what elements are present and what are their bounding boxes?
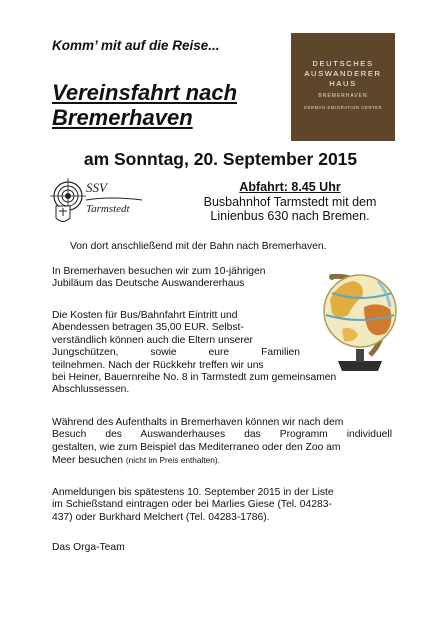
kicker-text: Komm’ mit auf die Reise... bbox=[52, 38, 220, 53]
title-line-2: Bremerhaven bbox=[52, 105, 193, 130]
stay-line-2: Besuch des Auswanderhauses das Programm individuell bbox=[52, 429, 392, 441]
page-title bbox=[52, 80, 282, 130]
costs-line-4: Jungschützen, sowie eure Familien bbox=[52, 347, 300, 359]
departure-line-1: Busbahnhof Tarmstedt mit dem bbox=[203, 194, 377, 209]
stay-line-4: Meer besuchen bbox=[52, 455, 123, 467]
auswandererhaus-logo bbox=[291, 33, 395, 141]
costs-line-3: verständlich können auch die Eltern unserer bbox=[52, 334, 253, 346]
registration-line-3: 437) oder Burkhard Melchert (Tel. 04283-1786). bbox=[52, 511, 270, 523]
price-note: (nicht im Preis enthalten). bbox=[125, 455, 220, 466]
event-date: am Sonntag, 20. September 2015 bbox=[83, 149, 358, 169]
registration-line-1: Anmeldungen bis spätestens 10. September 2015 in der Liste bbox=[52, 487, 334, 498]
stay-line-3: gestalten, wie zum Beispiel das Mediterraneo oder den Zoo am bbox=[52, 441, 341, 453]
signoff: Das Orga-Team bbox=[52, 542, 125, 553]
logo-line-1: DEUTSCHES bbox=[312, 59, 374, 68]
crest-icon bbox=[56, 206, 70, 222]
train-text: Von dort anschließend mit der Bahn nach Bremerhaven. bbox=[70, 241, 327, 252]
logo-line-4: BREMERHAVEN bbox=[318, 93, 368, 99]
ssv-club-logo bbox=[50, 178, 162, 228]
registration-line-2: im Schießstand eintragen oder bei Marlies Giese (Tel. 04283- bbox=[52, 499, 332, 511]
costs-line-7: Abschlussessen. bbox=[52, 384, 130, 396]
logo-line-3: HAUS bbox=[329, 79, 357, 88]
departure-line-2: Linienbus 630 nach Bremen. bbox=[210, 209, 370, 223]
visit-paragraph bbox=[52, 266, 302, 291]
costs-line-2: Abendessen betragen 35,00 EUR. Selbst- bbox=[52, 322, 244, 334]
club-place: Tarmstedt bbox=[86, 203, 130, 215]
costs-line-6: bei Heiner, Bauernreihe No. 8 in Tarmstedt zum gemeinsamen bbox=[52, 372, 337, 384]
registration-paragraph bbox=[52, 487, 392, 524]
visit-line-2: Jubiläum das Deutsche Auswandererhaus bbox=[52, 278, 245, 290]
logo-line-5: GERMAN EMIGRATION CENTER bbox=[303, 105, 383, 110]
costs-line-1: Die Kosten für Bus/Bahnfahrt Eintritt und bbox=[52, 310, 238, 321]
departure-heading: Abfahrt: 8.45 Uhr bbox=[239, 180, 341, 194]
globe-icon bbox=[308, 263, 412, 377]
visit-line-1: In Bremerhaven besuchen wir zum 10-jährigen bbox=[52, 266, 266, 277]
stay-paragraph bbox=[52, 417, 392, 468]
costs-line-5: teilnehmen. Nach der Rückkehr treffen wir uns bbox=[52, 359, 264, 371]
club-abbr: SSV bbox=[86, 180, 107, 195]
title-line-1: Vereinsfahrt nach bbox=[52, 80, 238, 105]
stay-line-1: Während des Aufenthalts in Bremerhaven können wir nach dem bbox=[52, 417, 344, 428]
departure-block bbox=[150, 180, 430, 224]
logo-line-2: AUSWANDERER bbox=[304, 69, 382, 78]
